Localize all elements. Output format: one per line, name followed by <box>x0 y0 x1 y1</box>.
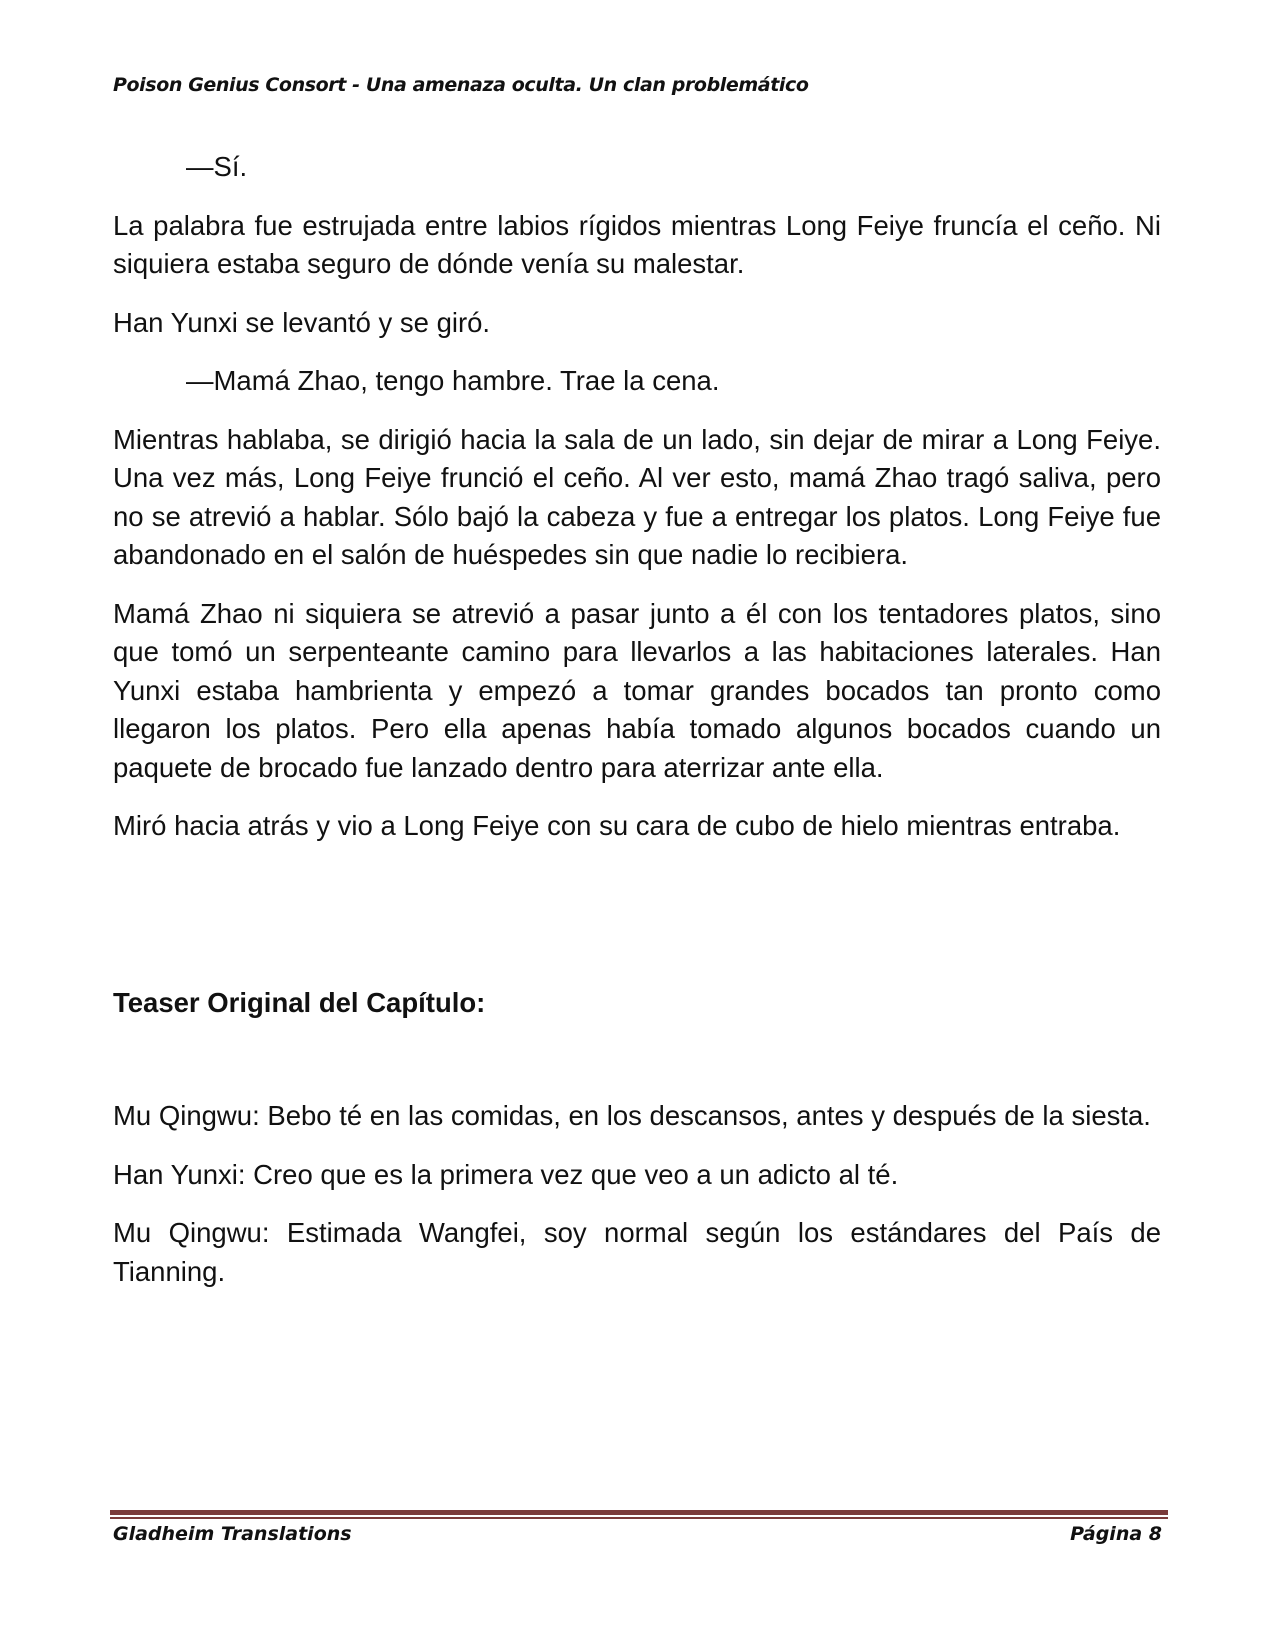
footer-divider-thick <box>110 1510 1168 1515</box>
paragraph: Mamá Zhao ni siquiera se atrevió a pasar junto a él con los tentadores platos, sino que tomó un serpenteante camino para llevarlos a las habitaciones laterales. Han Yunxi estaba hambrienta y empezó a tomar grandes bocados tan pronto como llegaron los platos. Pero ella apenas había tomado algunos bocados cuando un paquete de brocado fue lanzado dentro para aterrizar ante ella. <box>113 597 1161 783</box>
running-header: Poison Genius Consort - Una amenaza oculta. Un clan problemático <box>113 74 809 96</box>
page-number: Página 8 <box>1070 1523 1162 1545</box>
teaser-line: Han Yunxi: Creo que es la primera vez que veo a un adicto al té. <box>113 1158 899 1190</box>
teaser-line: Mu Qingwu: Estimada Wangfei, soy normal según los estándares del País de Tianning. <box>113 1217 1161 1287</box>
footer-credit: Gladheim Translations <box>113 1523 352 1545</box>
footer-divider <box>110 1510 1168 1519</box>
paragraph: La palabra fue estrujada entre labios rígidos mientras Long Feiye fruncía el ceño. Ni siquiera estaba seguro de dónde venía su malestar. <box>113 209 1161 279</box>
dialogue-line: —Mamá Zhao, tengo hambre. Trae la cena. <box>186 365 720 396</box>
footer-divider-thin <box>110 1517 1168 1519</box>
paragraph: Mientras hablaba, se dirigió hacia la sala de un lado, sin dejar de mirar a Long Feiye. Una vez más, Long Feiye frunció el ceño. Al ver esto, mamá Zhao tragó saliva, pero no se atrevió a hablar. Sólo bajó la cabeza y fue a entregar los platos. Long Feiye fue abandonado en el salón de huéspedes sin que nadie lo recibiera. <box>113 423 1161 570</box>
paragraph: Miró hacia atrás y vio a Long Feiye con su cara de cubo de hielo mientras entraba. <box>113 810 1121 841</box>
page-body <box>113 148 1161 1311</box>
paragraph: Han Yunxi se levantó y se giró. <box>113 306 491 338</box>
teaser-line: Mu Qingwu: Bebo té en las comidas, en los descansos, antes y después de la siesta. <box>113 1100 1151 1131</box>
teaser-heading: Teaser Original del Capítulo: <box>113 986 486 1018</box>
dialogue-line: —Sí. <box>186 151 248 182</box>
